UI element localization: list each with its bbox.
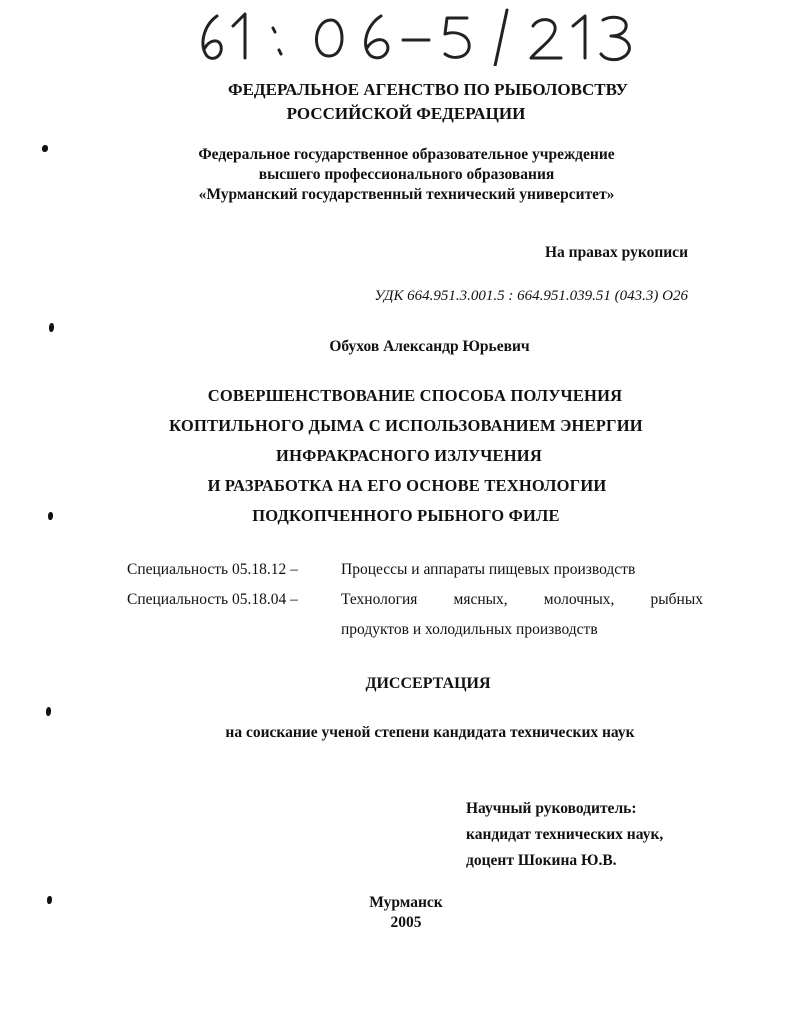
specialty-2-word: мясных,: [453, 591, 508, 608]
specialty-2-name-line-1: [341, 591, 703, 609]
specialty-2-label: Специальность 05.18.04 –: [127, 591, 298, 608]
institution-line-1: Федеральное государственное образовательное учреждение: [198, 146, 615, 163]
title-line-3: ИНФРАКРАСНОГО ИЗЛУЧЕНИЯ: [276, 446, 542, 465]
degree-line: на соискание ученой степени кандидата технических наук: [225, 724, 635, 741]
institution-line-3: «Мурманский государственный технический университет»: [198, 186, 615, 203]
agency-line-1: ФЕДЕРАЛЬНОЕ АГЕНСТВО ПО РЫБОЛОВСТВУ: [227, 80, 629, 99]
document-type: ДИССЕРТАЦИЯ: [365, 675, 491, 692]
supervisor-block: [466, 796, 663, 874]
institution-block: [10, 145, 793, 205]
margin-mark: [49, 323, 54, 332]
specialty-2-name-line-2: продуктов и холодильных производств: [341, 621, 598, 638]
specialty-2-word: рыбных: [650, 591, 703, 608]
margin-mark: [46, 707, 51, 716]
udk-code: УДК 664.951.3.001.5 : 664.951.039.51 (043.3) О26: [374, 288, 688, 304]
year: 2005: [390, 914, 422, 931]
title-line-5: ПОДКОПЧЕННОГО РЫБНОГО ФИЛЕ: [252, 506, 560, 525]
handwritten-code: [195, 6, 655, 66]
specialty-1-label: Специальность 05.18.12 –: [127, 561, 298, 578]
supervisor-line-1: Научный руководитель:: [466, 800, 637, 817]
agency-header: [0, 78, 793, 102]
specialty-1-name: Процессы и аппараты пищевых производств: [341, 561, 636, 578]
specialty-2-word: молочных,: [543, 591, 615, 608]
title-line-4: И РАЗРАБОТКА НА ЕГО ОСНОВЕ ТЕХНОЛОГИИ: [207, 476, 607, 495]
supervisor-line-3: доцент Шокина Ю.В.: [466, 852, 617, 869]
institution-line-2: высшего профессионального образования: [258, 166, 555, 183]
author-name: Обухов Александр Юрьевич: [329, 338, 530, 355]
title-line-1: СОВЕРШЕНСТВОВАНИЕ СПОСОБА ПОЛУЧЕНИЯ: [207, 386, 623, 405]
manuscript-note: На правах рукописи: [544, 244, 688, 261]
city: Мурманск: [369, 894, 443, 911]
supervisor-line-2: кандидат технических наук,: [466, 826, 664, 843]
specialty-2-word: Технология: [341, 591, 418, 608]
title-line-2: КОПТИЛЬНОГО ДЫМА С ИСПОЛЬЗОВАНИЕМ ЭНЕРГИИ: [169, 416, 643, 435]
city-year-block: [0, 893, 793, 933]
agency-header-2: [0, 102, 793, 126]
agency-line-2: РОССИЙСКОЙ ФЕДЕРАЦИИ: [286, 104, 526, 123]
